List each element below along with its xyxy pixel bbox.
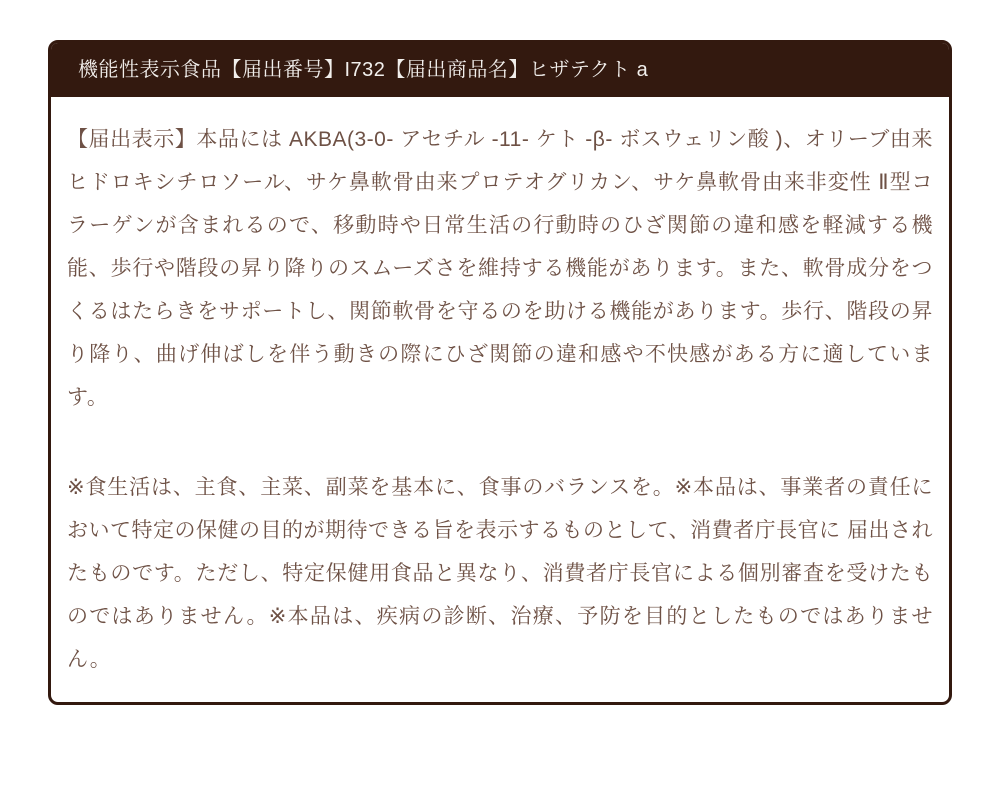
card-body [51,97,949,703]
card-header [51,43,949,97]
claim-paragraph: 【届出表示】本品には AKBA(3-0- アセチル -11- ケト -β- ボスウェリン酸 )、オリーブ由来ヒドロキシチロソール、サケ鼻軟骨由来プロテオグリカン、サケ鼻軟骨由来非変性 Ⅱ型コラーゲンが含まれるので、移動時や日常生活の行動時のひざ関節の違和感を軽減する機能、歩行や階段の昇り降りのスムーズさを維持する機能があります。また、軟骨成分をつくるはたらきをサポートし、関節軟骨を守るのを助ける機能があります。歩行、階段の昇り降り、曲げ伸ばしを伴う動きの際にひざ関節の違和感や不快感がある方に適しています。 [67,128,933,409]
functional-food-claim-card [48,40,952,705]
card-title: 機能性表示食品【届出番号】I732【届出商品名】ヒザテクト a [78,59,649,81]
disclaimer-paragraph: ※食生活は、主食、主菜、副菜を基本に、食事のバランスを。※本品は、事業者の責任において特定の保健の目的が期待できる旨を表示するものとして、消費者庁長官に 届出されたものです。ただし、特定保健用食品と異なり、消費者庁長官による個別審査を受けたものではありません。※本品は、疾病の診断、治療、予防を目的としたものではありません。 [67,476,933,671]
